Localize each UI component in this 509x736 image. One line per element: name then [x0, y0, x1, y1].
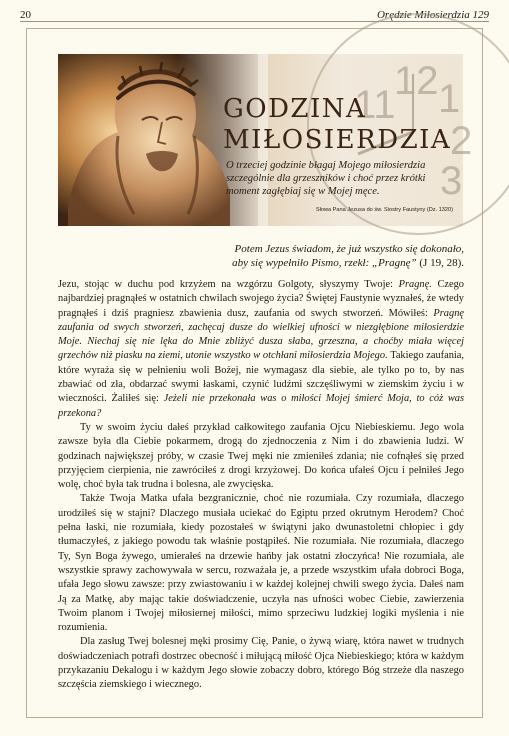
epigraph-line-1: Potem Jezus świadom, że już wszystko się dokonało,	[234, 243, 464, 255]
italic-quote: Pragnę zaufania od swych stworzeń, zachęcaj dusze do wielkiej ufności w niezgłębione miłosierdzie Moje. Niechaj się nie lęka do Mnie zbliżyć dusza słaba, grzeszna, a choćby miała więcej grzechów niż piasku na ziemi, utonie wszystko w otchłani miłosierdzia Mojego.	[58, 307, 464, 362]
banner-title	[223, 94, 458, 156]
clock-numeral-11: 11	[354, 83, 396, 127]
paragraph	[58, 421, 464, 492]
text-run: Także Twoja Matka ufała bezgranicznie, choć nie rozumiała. Czy rozumiała, dlaczego urodziłeś się w stajni? Dlaczego musiała uciekać do Egiptu przed okrutnym Herodem? Choć pełna łaski, nie rozumiała, kiedy pozostałeś w świątyni jako dwunastoletni chłopiec i gdy tłumaczyłeś, z jakiego powodu tak właśnie postąpiłeś. Nie rozumiała. Nie rozumiała, dlaczego Ty, Syn Boga żywego, umierałeś na drzewie hańby jak ostatni złoczyńca! Nie rozumiała, ale wszystkie sprawy zachowywała w sercu, rozważała je, a przede wszystkim ufała dobroci Boga, ufała Jego słowu zawsze: przy zwiastowaniu i w każdej kolejnej chwili swego życia. Dałeś nam Ją za Matkę, aby mając takie doświadczenie, uczyła nas ufności wobec Ciebie, zawierzenia Twoim planom i Twojej miłosiernej miłości, mimo sprzeciwu ludzkiej logiki myślenia i nie rozumienia.	[58, 493, 464, 634]
title-line-2: MIŁOSIERDZIA	[223, 125, 452, 155]
clock-numeral-3: 3	[440, 159, 463, 203]
banner	[58, 54, 473, 226]
paragraph	[58, 635, 464, 692]
article-body	[58, 278, 464, 693]
title-line-1: GODZINA	[223, 94, 367, 124]
page-header	[20, 6, 489, 26]
header-rule	[20, 21, 489, 22]
clock-numeral-12: 12	[394, 59, 439, 103]
text-run: Dla zasług Twej bolesnej męki prosimy Cię, Panie, o żywą wiarę, która nawet w trudnych doświadczeniach potrafi dostrzec obecność i miłującą miłość Ojca Niebieskiego; która w każdym przykazaniu Dekalogu i w każdym Jego słowie zobaczy dobro, którego Bóg strzeże dla naszego szczęścia ziemskiego i wiecznego.	[58, 636, 464, 691]
banner-source: Słowa Pana Jezusa do św. Siostry Faustyny (Dz. 1320)	[315, 207, 453, 213]
page-number: 20	[20, 9, 31, 21]
text-run: Jezu, stojąc w duchu pod krzyżem na wzgórzu Golgoty, słyszymy Twoje:	[58, 279, 399, 290]
text-run: Ty w swoim życiu dałeś przykład całkowitego zaufania Ojcu Niebieskiemu. Jego wola zawsze była dla Ciebie pokarmem, drogą do zjednoczenia z Nim i do zbawienia ludzi. W godzinach największej próby, w czasie Twej męki nie zmieniłeś zdania; nie cofnąłeś się przed przyjęciem cierpienia, nie zawróciłeś z drogi krzyżowej. Do końca ufałeś Ojcu i pełniłeś Jego wolę, choć była tak trudna i bolesna, ale zwycięska.	[58, 421, 464, 491]
clock-numeral-2: 2	[450, 119, 473, 163]
text-run: Takiego zaufania, które wyraża się w pełnieniu woli Bożej, nie wymagasz dla siebie, ale tylko po to, by nas zbawiać od zła, obdarzać swymi łaskami, czynić ludźmi szczęśliwymi w ziemskim życiu i w wieczności. Żaliłeś się:	[58, 350, 465, 405]
italic-quote: Jeżeli nie przekonała was o miłości Mojej śmierć Moja, to cóż was przekona?	[58, 393, 464, 419]
text-run: Czego najbardziej pragnąłeś w ostatnich chwilach swojego życia? Świętej Faustynie wyznałeś, że wtedy pragnąłeś i dziś pragniesz zbawienia dusz, zaufania od swych stworzeń. Mówiłeś:	[58, 279, 464, 319]
italic-quote: Pragnę.	[398, 279, 432, 290]
scripture-reference: (J 19, 28).	[416, 257, 464, 269]
paragraph	[58, 492, 464, 635]
running-title: Orędzie Miłosierdzia 129	[376, 9, 489, 21]
paragraph	[58, 278, 464, 421]
epigraph	[220, 242, 464, 270]
banner-quote: O trzeciej godzinie błagaj Mojego miłosierdzia szczególnie dla grzeszników i choć przez krótki moment zagłębiaj się w Mojej męce.	[226, 160, 426, 197]
clock-numeral-1: 1	[438, 77, 461, 121]
epigraph-line-2: aby się wypełniło Pismo, rzekł: „Pragnę”	[232, 257, 417, 269]
